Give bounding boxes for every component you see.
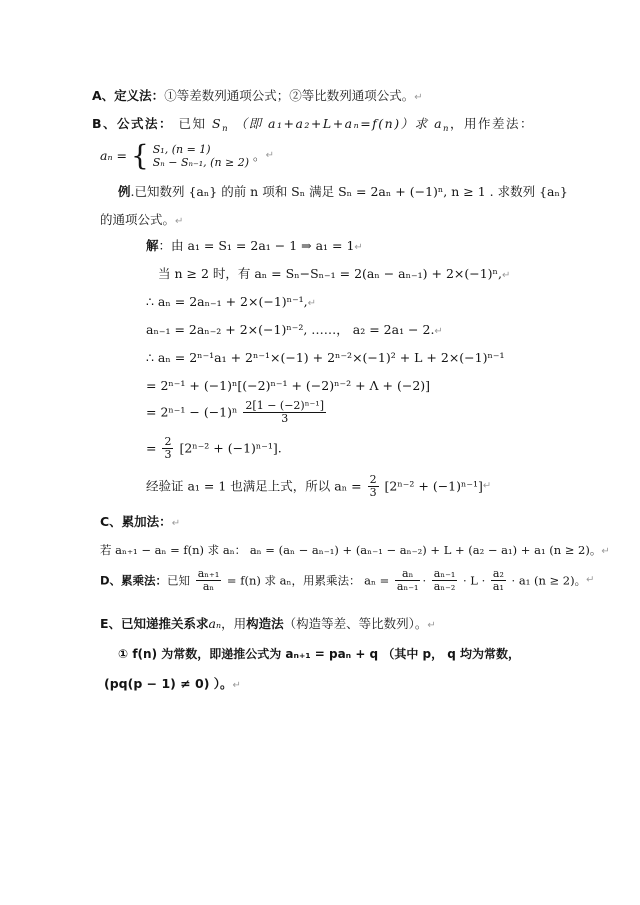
solution-step-6 (146, 378, 430, 394)
section-e (100, 616, 436, 634)
fraction-numerator: aₙ₋₁ (433, 567, 456, 580)
section-a (92, 88, 423, 106)
example-line (118, 184, 568, 200)
solution-s7a: = 2ⁿ⁻¹ − (−1)ⁿ (146, 404, 238, 420)
section-a-heading: A、定义法： (92, 88, 165, 103)
solution-s9a: 经验证 a₁ = 1 也满足上式，所以 aₙ = (146, 478, 362, 494)
solution-s9-fraction (368, 474, 379, 499)
solution-label: 解 (146, 238, 159, 253)
solution-s9b: [2ⁿ⁻² + (−1)ⁿ⁻¹] (384, 478, 483, 494)
fraction-denominator: 3 (164, 448, 172, 461)
fraction-denominator: aₙ (202, 580, 215, 593)
example-text: .已知数列 {aₙ} 的前 n 项和 Sₙ 满足 Sₙ = 2aₙ + (−1)ⁿ, n ≥ 1 . 求数列 {aₙ} (130, 184, 568, 199)
section-e-tail: （构造等差、等比数列）。 (283, 616, 428, 631)
solution-step-5 (146, 350, 505, 366)
paragraph-mark: ↵ (175, 216, 184, 227)
formula-end: 。 (253, 148, 266, 163)
solution-step-8 (146, 436, 282, 470)
solution-step-2 (158, 266, 510, 284)
section-d-t4: · a₁ (n ≥ 2)。 (511, 573, 587, 588)
solution-step-1 (146, 238, 363, 256)
fraction-numerator: aₙ (395, 568, 421, 581)
paragraph-mark: ↵ (171, 518, 181, 529)
example-text-2: 的通项公式。 (100, 212, 176, 227)
section-c-heading: C、累加法： (100, 514, 172, 529)
section-d-fraction-3 (432, 568, 458, 593)
section-c-formula (100, 542, 610, 560)
solution-s6: = 2ⁿ⁻¹ + (−1)ⁿ[(−2)ⁿ⁻¹ + (−2)ⁿ⁻² + Λ + (−2)] (146, 378, 431, 393)
section-d-fraction-1 (196, 568, 222, 593)
paragraph-mark: ↵ (601, 546, 610, 557)
section-d-fraction-4 (491, 568, 506, 593)
section-c (100, 514, 180, 532)
fraction-denominator: aₙ₋₂ (433, 580, 456, 593)
section-e-mid: ，用 (221, 616, 247, 631)
paragraph-mark: ↵ (265, 150, 274, 161)
formula-brace: { (130, 139, 149, 172)
paragraph-mark: ↵ (482, 480, 492, 492)
section-b-sn: S (212, 116, 223, 131)
section-a-text: ①等差数列通项公式；②等比数列通项公式。 (164, 88, 415, 103)
solution-step-3 (146, 294, 316, 312)
section-d-t1: 已知 (167, 573, 191, 588)
section-b-an-sub: n (443, 124, 451, 134)
fraction-denominator: 3 (369, 486, 377, 499)
formula-case-1: S₁, (n = 1) (152, 143, 211, 156)
solution-s4: aₙ₋₁ = 2aₙ₋₂ + 2×(−1)ⁿ⁻², ……， a₂ = 2a₁ − 2. (146, 322, 435, 337)
fraction-denominator: a₁ (492, 580, 504, 593)
section-e1 (118, 646, 520, 662)
section-d-t2: = f(n) 求 aₙ，用累乘法： aₙ = (226, 573, 390, 588)
solution-step-9 (146, 474, 491, 508)
solution-s8b: [2ⁿ⁻² + (−1)ⁿ⁻¹]. (179, 440, 282, 456)
section-d-fraction-2 (395, 568, 421, 593)
solution-s7-fraction (243, 400, 326, 425)
formula-case-2: Sₙ − Sₙ₋₁, (n ≥ 2) (152, 156, 250, 169)
section-c-text: 若 aₙ₊₁ − aₙ = f(n) 求 aₙ： aₙ = (aₙ − aₙ₋₁) + (aₙ₋₁ − aₙ₋₂) + L + (a₂ − a₁) + a₁ (n ≥ 2)。 (100, 543, 602, 557)
paragraph-mark: ↵ (434, 326, 443, 337)
dot-operator: · (422, 573, 427, 588)
paragraph-mark: ↵ (307, 298, 317, 309)
section-e1-text-2: (pq(p − 1) ≠ 0) ）。 (104, 676, 233, 691)
section-b-text: 已知 (178, 116, 207, 131)
section-b-paren: （即 a₁+a₂+L+aₙ=f(n)）求 (234, 116, 429, 131)
solution-s5: ∴ aₙ = 2ⁿ⁻¹a₁ + 2ⁿ⁻¹×(−1) + 2ⁿ⁻²×(−1)² + L + 2×(−1)ⁿ⁻¹ (146, 350, 505, 365)
section-d (100, 568, 595, 604)
section-b-tail: ，用作差法： (450, 116, 535, 131)
paragraph-mark: ↵ (232, 680, 241, 691)
fraction-denominator: aₙ₋₁ (396, 580, 419, 593)
paragraph-mark: ↵ (586, 574, 595, 586)
example-line-2 (100, 212, 183, 230)
section-b (92, 116, 534, 137)
paragraph-mark: ↵ (354, 242, 363, 253)
section-e1-line-2 (104, 676, 241, 694)
solution-s1: ：由 a₁ = S₁ = 2a₁ − 1 ⇒ a₁ = 1 (158, 238, 355, 253)
fraction-numerator: a₂ (492, 567, 504, 580)
formula-lhs: aₙ = (100, 148, 127, 163)
section-d-t3: · L · (462, 573, 486, 588)
section-e-bold: 构造法 (246, 616, 284, 631)
section-e-an: aₙ (208, 616, 222, 631)
paragraph-mark: ↵ (501, 270, 511, 281)
section-b-formula (100, 139, 274, 178)
section-b-an: a (434, 116, 444, 131)
fraction-numerator: 2[1 − (−2)ⁿ⁻¹] (245, 399, 324, 412)
section-e1-text: ① f(n) 为常数，即递推公式为 aₙ₊₁ = paₙ + q （其中 p， q 均为常数， (118, 647, 521, 661)
fraction-denominator: 3 (281, 412, 289, 425)
section-b-sn-sub: n (222, 124, 230, 134)
section-b-heading: B、公式法： (92, 116, 174, 131)
paragraph-mark: ↵ (427, 620, 436, 631)
solution-step-7 (146, 400, 328, 434)
example-label: 例 (118, 184, 131, 199)
section-e-heading: E、已知递推关系求 (100, 616, 209, 631)
equals-sign: = (146, 440, 157, 456)
fraction-numerator: 2 (369, 473, 377, 486)
section-d-heading: D、累乘法： (100, 573, 168, 588)
solution-s3: ∴ aₙ = 2aₙ₋₁ + 2×(−1)ⁿ⁻¹, (146, 294, 308, 309)
fraction-numerator: aₙ₊₁ (197, 567, 220, 580)
paragraph-mark: ↵ (414, 92, 423, 103)
solution-step-4 (146, 322, 443, 340)
solution-s2: 当 n ≥ 2 时，有 aₙ = Sₙ−Sₙ₋₁ = 2(aₙ − aₙ₋₁) + 2×(−1)ⁿ, (158, 266, 502, 281)
solution-s8-fraction (162, 436, 173, 461)
formula-cases (153, 143, 249, 169)
fraction-numerator: 2 (164, 435, 172, 448)
